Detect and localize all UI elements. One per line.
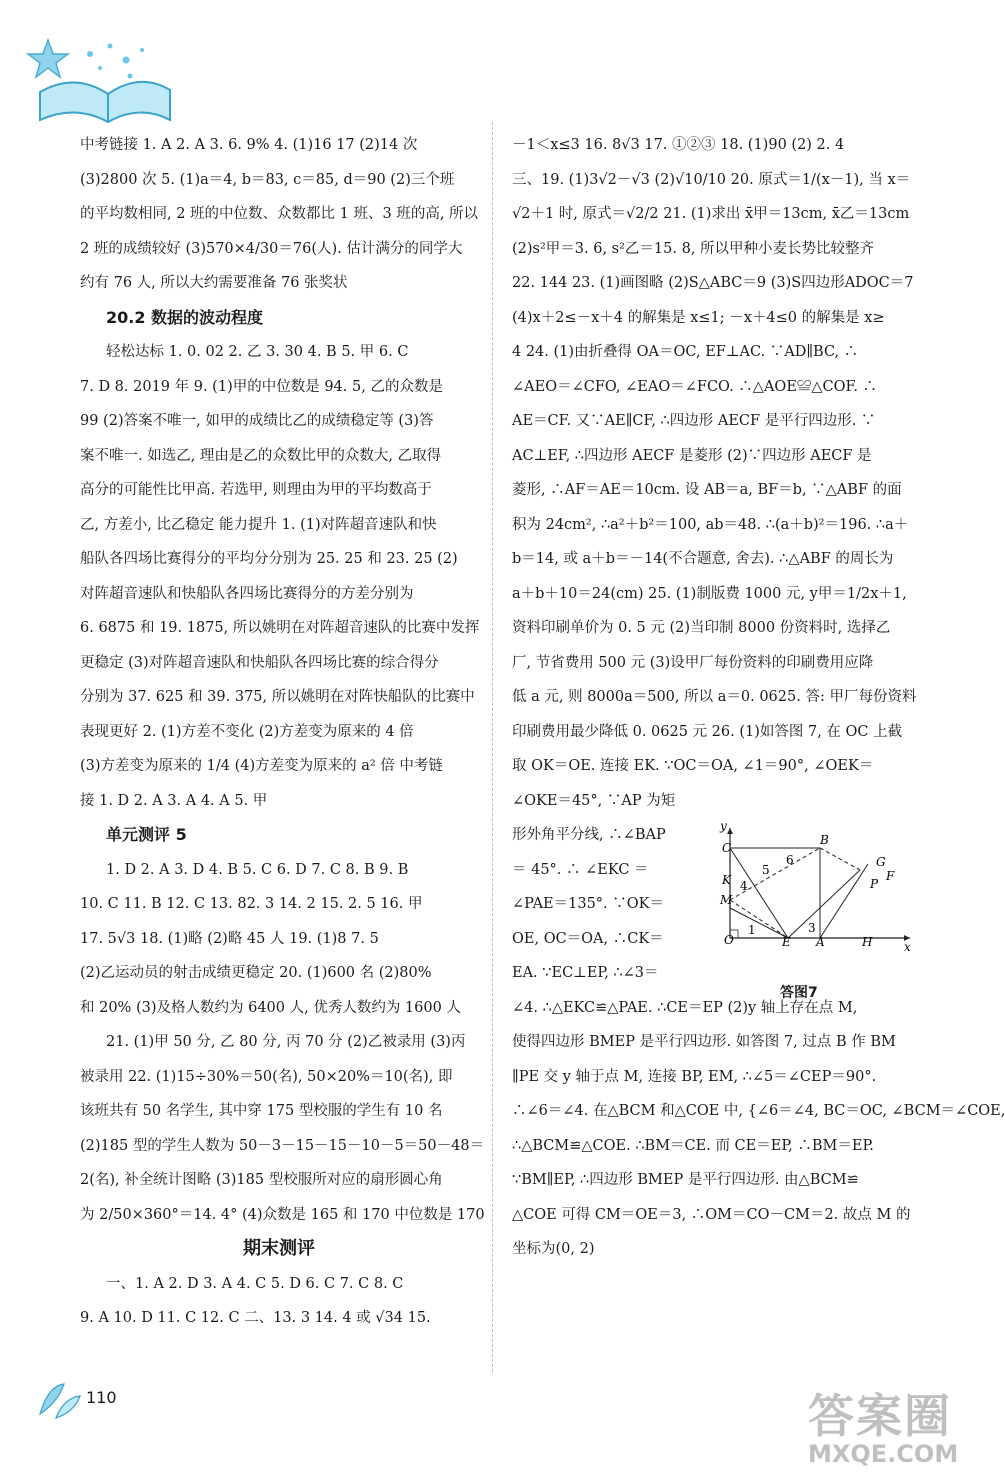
text-line: (2)乙运动员的射击成绩更稳定 20. (1)600 名 (2)80% — [80, 965, 432, 981]
text-line: 被录用 22. (1)15÷30%＝50(名), 50×20%＝10(名), 即 — [80, 1068, 453, 1085]
text-line: AE＝CF. 又∵AE∥CF, ∴四边形 AECF 是平行四边形. ∵ — [512, 413, 876, 429]
figure-label: O — [724, 933, 734, 947]
text-line: 17. 5√3 18. (1)略 (2)略 45 人 19. (1)8 7. 5 — [80, 930, 379, 947]
text-line: OE, OC＝OA, ∴CK＝ — [512, 930, 664, 947]
text-line: ∠AEO＝∠CFO, ∠EAO＝∠FCO. ∴△AOE≌△COF. ∴ — [512, 378, 878, 395]
text-line: 案不唯一. 如选乙, 理由是乙的众数比甲的众数大, 乙取得 — [80, 447, 442, 464]
text-line: b＝14, 或 a＋b＝－14(不合题意, 舍去). ∴△ABF 的周长为 — [512, 551, 894, 567]
figure-label: C — [722, 841, 732, 855]
figure-label: 3 — [808, 921, 816, 935]
text-line: 一、1. A 2. D 3. A 4. C 5. D 6. C 7. C 8. C — [106, 1275, 404, 1292]
figure-label: G — [876, 855, 886, 869]
text-line: 表现更好 2. (1)方差不变化 (2)方差变为原来的 4 倍 — [80, 723, 414, 740]
text-line: 坐标为(0, 2) — [512, 1241, 595, 1257]
figure-label: 5 — [762, 863, 770, 877]
text-line: 4 24. (1)由折叠得 OA＝OC, EF⊥AC. ∵AD∥BC, ∴ — [512, 344, 859, 360]
figure-label: P — [870, 877, 879, 891]
text-line: ∠OKE＝45°, ∵AP 为矩 — [512, 792, 676, 809]
text-line: 9. A 10. D 11. C 12. C 二、13. 3 14. 4 或 √34 15. — [80, 1310, 431, 1326]
figure-label: M — [720, 893, 733, 907]
text-line: △COE 可得 CM＝OE＝3, ∴OM＝CO－CM＝2. 故点 M 的 — [512, 1206, 911, 1223]
text-line: AC⊥EF, ∴四边形 AECF 是菱形 (2)∵四边形 AECF 是 — [512, 447, 872, 464]
text-line: ∥PE 交 y 轴于点 M, 连接 BP, EM, ∴∠5＝∠CEP＝90°. — [512, 1068, 877, 1085]
page-number: 110 — [86, 1388, 117, 1407]
figure-label: y — [720, 819, 727, 833]
watermark-url: MXQE.COM — [808, 1440, 959, 1468]
text-line: 10. C 11. B 12. C 13. 82. 3 14. 2 15. 2. 5 16. 甲 — [80, 896, 423, 912]
text-line: 使得四边形 BMEP 是平行四边形. 如答图 7, 过点 B 作 BM — [512, 1034, 896, 1050]
watermark-title: 答案圈 — [808, 1389, 952, 1443]
text-line: 积为 24cm², ∴a²＋b²＝100, ab＝48. ∴(a＋b)²＝196. ∴a＋ — [512, 516, 909, 533]
text-line: 7. D 8. 2019 年 9. (1)甲的中位数是 94. 5, 乙的众数是 — [80, 378, 443, 395]
text-line: 1. D 2. A 3. D 4. B 5. C 6. D 7. C 8. B 9. B — [106, 861, 409, 878]
text-line: EA. ∵EC⊥EP, ∴∠3＝ — [512, 965, 659, 981]
text-line: (2)185 型的学生人数为 50－3－15－15－10－5＝50－48＝ — [80, 1137, 485, 1154]
text-line: 6. 6875 和 19. 1875, 所以姚明在对阵超音速队的比赛中发挥 — [80, 620, 480, 636]
text-line: ∴∠6＝∠4. 在△BCM 和△COE 中, {∠6＝∠4, BC＝OC, ∠BCM＝∠COE, — [512, 1103, 1005, 1119]
text-line: 接 1. D 2. A 3. A 4. A 5. 甲 — [80, 792, 268, 809]
text-line: (3)2800 次 5. (1)a＝4, b＝83, c＝85, d＝90 (2)三个班 — [80, 171, 455, 188]
text-line: 2 班的成绩较好 (3)570×4/30＝76(人). 估计满分的同学大 — [80, 240, 463, 257]
text-line: ∵BM∥EP, ∴四边形 BMEP 是平行四边形. 由△BCM≌ — [512, 1172, 859, 1188]
watermark — [808, 1380, 958, 1468]
text-line: 分别为 37. 625 和 39. 375, 所以姚明在对阵快船队的比赛中 — [80, 689, 475, 705]
text-line: 更稳定 (3)对阵超音速队和快船队各四场比赛的综合得分 — [80, 654, 439, 671]
figure-label: K — [722, 873, 731, 887]
left-column — [80, 128, 485, 1336]
text-line: 高分的可能性比甲高. 若选甲, 则理由为甲的平均数高于 — [80, 482, 432, 498]
text-line: ∴△BCM≌△COE. ∴BM＝CE. 而 CE＝EP, ∴BM＝EP. — [512, 1137, 874, 1154]
text-line: ∠PAE＝135°. ∵OK＝ — [512, 896, 664, 912]
text-line: (3)方差变为原来的 1/4 (4)方差变为原来的 a² 倍 中考链 — [80, 758, 443, 774]
text-line: 三、19. (1)3√2－√3 (2)√10/10 20. 原式＝1/(x－1), 当 x＝ — [512, 171, 911, 188]
figure-label: E — [782, 935, 791, 949]
text-line: 22. 144 23. (1)画图略 (2)S△ABC＝9 (3)S四边形ADOC＝7 — [512, 275, 914, 291]
text-line: 低 a 元, 则 8000a＝500, 所以 a＝0. 0625. 答: 甲厂每份资料 — [512, 689, 917, 705]
text-line: 形外角平分线, ∴∠BAP — [512, 827, 666, 843]
text-line: 中考链接 1. A 2. A 3. 6. 9% 4. (1)16 17 (2)14 次 — [80, 137, 418, 153]
text-line: 约有 76 人, 所以大约需要准备 76 张奖状 — [80, 275, 348, 291]
text-line: 取 OK＝OE. 连接 EK. ∵OC＝OA, ∠1＝90°, ∠OEK＝ — [512, 758, 874, 774]
text-line: 乙, 方差小, 比乙稳定 能力提升 1. (1)对阵超音速队和快 — [80, 516, 437, 533]
text-line: 2(名), 补全统计图略 (3)185 型校服所对应的扇形圆心角 — [80, 1172, 443, 1188]
section-heading: 期末测评 — [243, 1238, 315, 1259]
figure-label: 6 — [786, 853, 794, 867]
text-line: ∠4. ∴△EKC≌△PAE. ∴CE＝EP (2)y 轴上存在点 M, — [512, 999, 858, 1016]
text-line: 资料印刷单价为 0. 5 元 (2)当印制 8000 份资料时, 选择乙 — [512, 620, 891, 636]
section-heading: 单元测评 5 — [106, 825, 187, 844]
text-line: －1＜x≤3 16. 8√3 17. ①②③ 18. (1)90 (2) 2. 4 — [512, 137, 845, 153]
figure-label: H — [862, 935, 873, 949]
figure-label: B — [820, 833, 829, 847]
text-line: 21. (1)甲 50 分, 乙 80 分, 丙 70 分 (2)乙被录用 (3)丙 — [106, 1034, 466, 1050]
figure-label: F — [886, 869, 895, 883]
text-line: 船队各四场比赛得分的平均分分别为 25. 25 和 23. 25 (2) — [80, 551, 458, 567]
right-column — [512, 128, 1005, 1267]
text-line: 和 20% (3)及格人数约为 6400 人, 优秀人数约为 1600 人 — [80, 999, 461, 1016]
geometry-figure — [700, 818, 920, 958]
text-line: a＋b＋10＝24(cm) 25. (1)制版费 1000 元, y甲＝1/2x＋1, — [512, 585, 907, 602]
figure-label: 1 — [748, 923, 756, 937]
text-line: 的平均数相同, 2 班的中位数、众数都比 1 班、3 班的高, 所以 — [80, 206, 479, 222]
text-line: 该班共有 50 名学生, 其中穿 175 型校服的学生有 10 名 — [80, 1103, 443, 1119]
text-line: 菱形, ∴AF＝AE＝10cm. 设 AB＝a, BF＝b, ∵△ABF 的面 — [512, 482, 902, 498]
book-star-logo-icon — [30, 32, 180, 124]
text-line: 对阵超音速队和快船队各四场比赛得分的方差分别为 — [80, 585, 414, 602]
text-line: √2＋1 时, 原式＝√2/2 21. (1)求出 x̄甲＝13cm, x̄乙＝13cm — [512, 206, 910, 222]
text-line: 为 2/50×360°＝14. 4° (4)众数是 165 和 170 中位数是 170 — [80, 1206, 485, 1223]
column-divider — [492, 122, 493, 1372]
text-line: 厂, 节省费用 500 元 (3)设甲厂每份资料的印刷费用应降 — [512, 654, 874, 671]
figure-label: x — [904, 940, 911, 954]
figure-label: 4 — [740, 879, 748, 893]
figure-label: A — [816, 935, 825, 949]
leaf-decoration-icon — [34, 1378, 84, 1422]
text-line: 印刷费用最少降低 0. 0625 元 26. (1)如答图 7, 在 OC 上截 — [512, 723, 903, 740]
section-heading: 20.2 数据的波动程度 — [106, 307, 264, 327]
text-line: 轻松达标 1. 0. 02 2. 乙 3. 30 4. B 5. 甲 6. C — [106, 344, 409, 360]
text-line: ＝ 45°. ∴ ∠EKC ＝ — [512, 861, 649, 878]
text-line: (4)x＋2≤－x＋4 的解集是 x≤1; －x＋4≤0 的解集是 x≥ — [512, 309, 885, 326]
text-line: 99 (2)答案不唯一, 如甲的成绩比乙的成绩稳定等 (3)答 — [80, 413, 434, 429]
text-line: (2)s²甲＝3. 6, s²乙＝15. 8, 所以甲种小麦长势比较整齐 — [512, 240, 875, 257]
figure-caption: 答图7 — [780, 985, 818, 1001]
